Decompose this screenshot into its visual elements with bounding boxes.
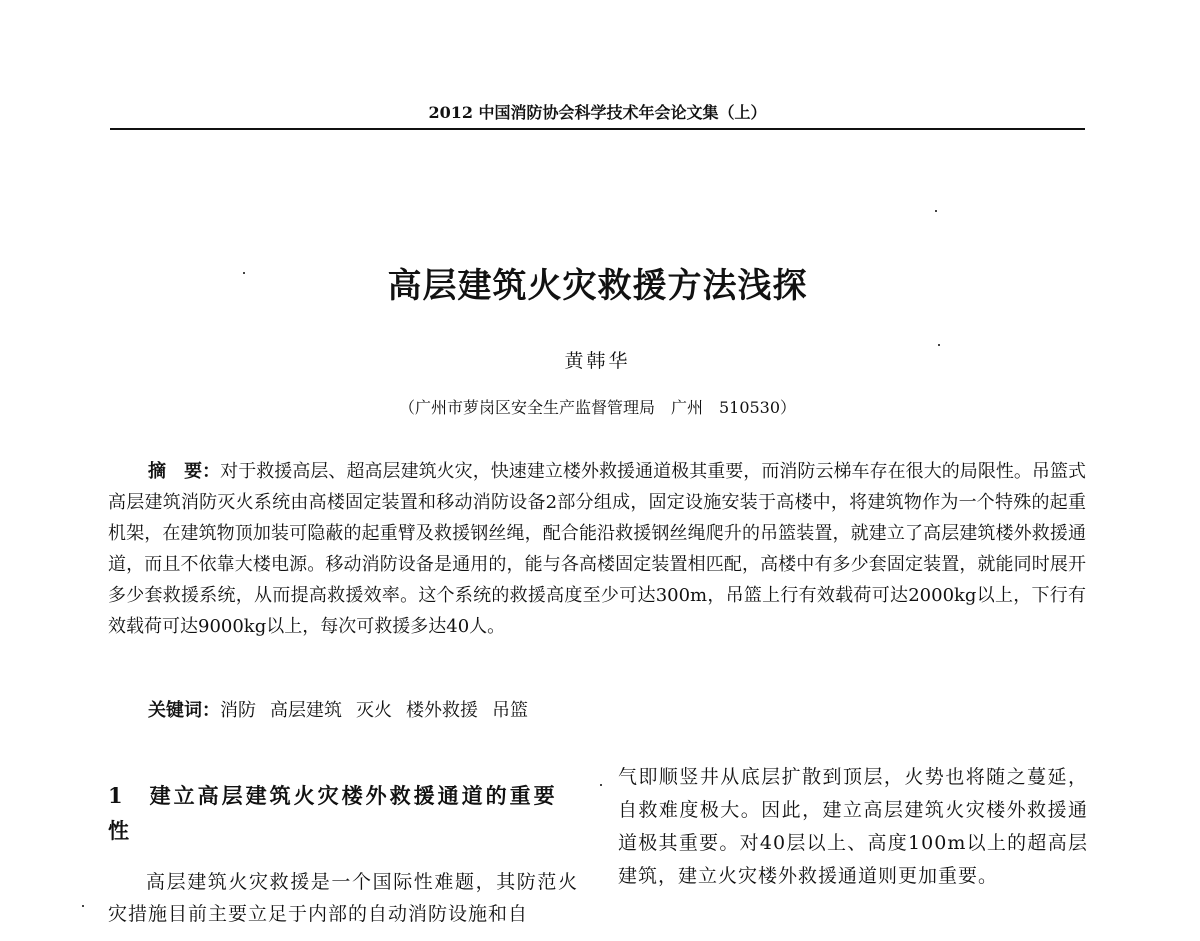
- running-header: 2012 中国消防协会科学技术年会论文集（上）: [428, 103, 767, 122]
- left-column: [108, 778, 578, 930]
- paper-title: 高层建筑火灾救援方法浅探: [387, 266, 808, 306]
- section-heading: 1 建立高层建筑火灾楼外救援通道的重要性: [108, 783, 558, 843]
- right-column: 气即顺竖井从底层扩散到顶层，火势也将随之蔓延，自救难度极大。因此，建立高层建筑火灾楼外救援通道极其重要。对40层以上、高度100m以上的超高层建筑，建立火灾楼外救援通道则更加重要。: [618, 766, 1088, 887]
- scan-speck: [938, 344, 940, 346]
- keyword: 灭火: [356, 700, 392, 721]
- header-rule: [110, 128, 1085, 130]
- abstract-text: 对于救援高层、超高层建筑火灾，快速建立楼外救援通道极其重要，而消防云梯车存在很大的局限性。吊篮式高层建筑消防灭火系统由高楼固定装置和移动消防设备2部分组成，固定设施安装于高楼中，将建筑物作为一个特殊的起重机架，在建筑物顶加装可隐蔽的起重臂及救援钢丝绳，配合能沿救援钢丝绳爬升的吊篮装置，就建立了高层建筑楼外救援通道，而且不依靠大楼电源。移动消防设备是通用的，能与各高楼固定装置相匹配，高楼中有多少套固定装置，就能同时展开多少套救援系统，从而提高救援效率。这个系统的救援高度至少可达300m，吊篮上行有效载荷可达2000kg以上，下行有效载荷可达9000kg以上，每次可救援多达40人。: [108, 461, 1087, 637]
- keyword: 吊篮: [492, 700, 528, 721]
- keyword: 高层建筑: [270, 700, 342, 721]
- scan-speck: [82, 905, 84, 907]
- keywords: [148, 695, 542, 726]
- scan-speck: [935, 210, 937, 212]
- abstract-label: 摘 要：: [148, 461, 221, 482]
- scan-speck: [243, 272, 245, 274]
- keyword: 楼外救援: [406, 700, 478, 721]
- scan-speck: [600, 784, 602, 786]
- author-affiliation: （广州市萝岗区安全生产监督管理局 广州 510530）: [398, 398, 797, 417]
- paper-author: 黄韩华: [564, 350, 631, 372]
- abstract: [108, 456, 1086, 642]
- keywords-label: 关键词：: [148, 700, 220, 721]
- keyword: 消防: [220, 700, 256, 721]
- section-body-left: 高层建筑火灾救援是一个国际性难题，其防范火灾措施目前主要立足于内部的自动消防设施和自: [108, 871, 578, 925]
